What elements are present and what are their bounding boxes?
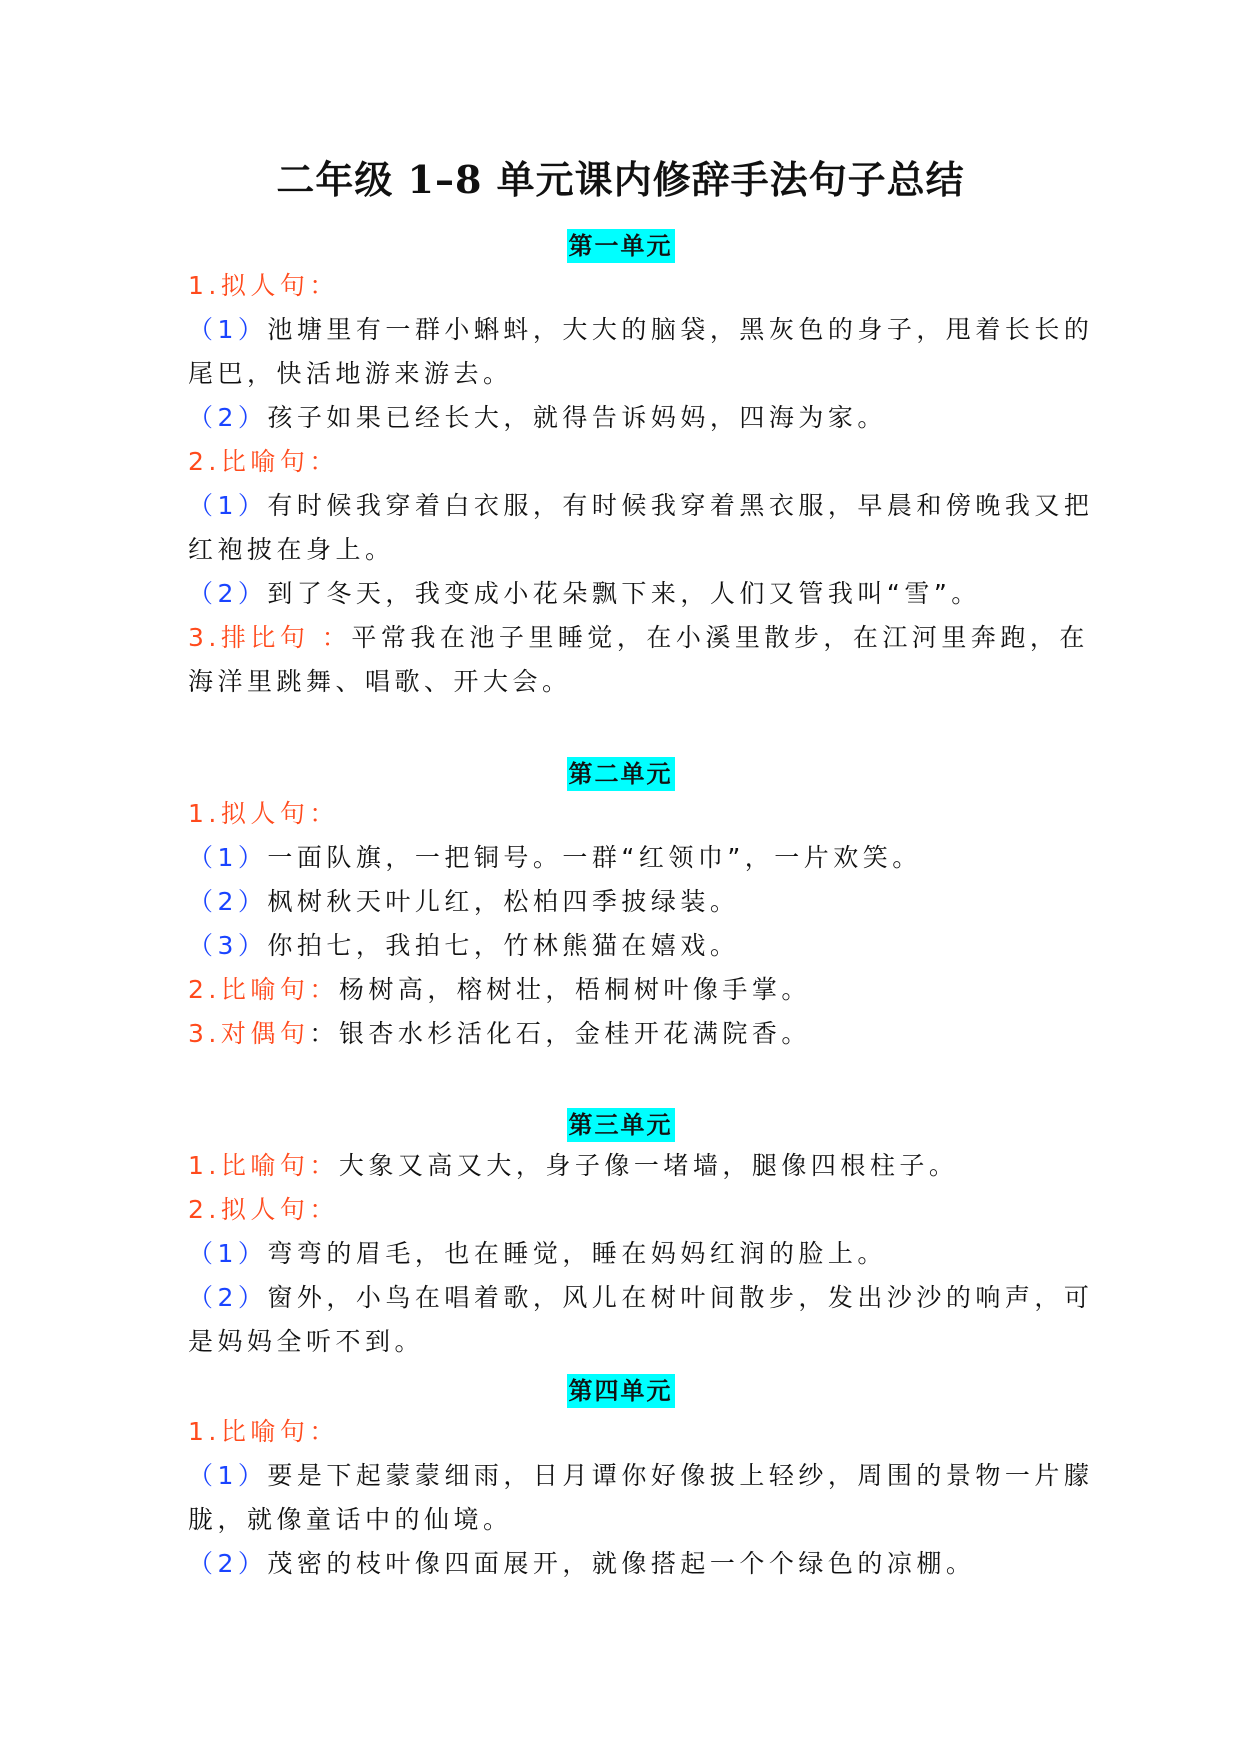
item-number: （3） <box>188 931 268 960</box>
sentence-line <box>188 1144 1058 1188</box>
category-label: 1.比喻句： <box>188 1151 339 1180</box>
sentence-text: ：银杏水杉活化石，金桂开花满院香。 <box>309 1019 811 1048</box>
sentence-text: 大象又高又大，身子像一堵墙，腿像四根柱子。 <box>338 1151 959 1180</box>
sentence-line <box>188 1232 1058 1276</box>
sentence-line <box>188 660 1058 704</box>
sentence-text: 杨树高，榕树壮，梧桐树叶像手掌。 <box>338 975 811 1004</box>
category-label: 2.比喻句： <box>188 975 339 1004</box>
category-label: 1.拟人句： <box>188 799 339 828</box>
sentence-line <box>188 396 1058 440</box>
sentence-line <box>188 924 1058 968</box>
category-label: 2.拟人句： <box>188 1195 339 1224</box>
item-number: （2） <box>188 579 268 608</box>
sentence-text: 弯弯的眉毛，也在睡觉，睡在妈妈红润的脸上。 <box>267 1239 887 1268</box>
sentence-text: 海洋里跳舞、唱歌、开大会。 <box>188 667 572 696</box>
item-number: （2） <box>188 1549 268 1578</box>
document-title: 二年级 1–8 单元课内修辞手法句子总结 <box>276 157 965 202</box>
sentence-text: 池塘里有一群小蝌蚪，大大的脑袋，黑灰色的身子，甩着长长的 <box>267 315 1094 344</box>
sentence-text: 平常我在池子里睡觉，在小溪里散步，在江河里奔跑，在 <box>351 623 1089 652</box>
unit-heading-label: 第二单元 <box>567 757 675 791</box>
category-line <box>188 792 1058 836</box>
sentence-text: 尾巴，快活地游来游去。 <box>188 359 513 388</box>
category-label: 1.拟人句： <box>188 271 339 300</box>
sentence-text: 要是下起蒙蒙细雨，日月谭你好像披上轻纱，周围的景物一片朦 <box>267 1461 1094 1490</box>
unit-heading-label: 第一单元 <box>567 229 675 263</box>
category-line <box>188 1410 1058 1454</box>
sentence-line <box>188 880 1058 924</box>
sentence-line <box>188 572 1058 616</box>
category-line <box>188 1188 1058 1232</box>
unit-heading-label: 第三单元 <box>567 1108 675 1142</box>
category-label: 3.排比句 ： <box>188 623 352 652</box>
sentence-text: 有时候我穿着白衣服，有时候我穿着黑衣服，早晨和傍晚我又把 <box>267 491 1094 520</box>
sentence-line <box>188 968 1058 1012</box>
item-number: （2） <box>188 887 268 916</box>
sentence-text: 红袍披在身上。 <box>188 535 395 564</box>
sentence-text: 枫树秋天叶儿红，松柏四季披绿装。 <box>267 887 740 916</box>
sentence-text: 孩子如果已经长大，就得告诉妈妈，四海为家。 <box>267 403 887 432</box>
sentence-line <box>188 352 1058 396</box>
sentence-line <box>188 616 1089 660</box>
sentence-text: 一面队旗，一把铜号。一群“红领巾”，一片欢笑。 <box>267 843 922 872</box>
item-number: （1） <box>188 843 268 872</box>
sentence-text: 你拍七，我拍七，竹林熊猫在嬉戏。 <box>267 931 740 960</box>
item-number: （1） <box>188 315 268 344</box>
item-number: （1） <box>188 1239 268 1268</box>
unit-heading-2 <box>0 757 1241 791</box>
sentence-line <box>188 1012 1058 1056</box>
item-number: （1） <box>188 491 268 520</box>
category-label: 3.对偶句 <box>188 1019 310 1048</box>
category-line <box>188 440 1058 484</box>
item-number: （2） <box>188 1283 268 1312</box>
sentence-line <box>188 1542 1058 1586</box>
category-line <box>188 264 1058 308</box>
sentence-text: 胧，就像童话中的仙境。 <box>188 1505 513 1534</box>
unit-heading-label: 第四单元 <box>567 1374 675 1408</box>
item-number: （2） <box>188 403 268 432</box>
sentence-text: 茂密的枝叶像四面展开，就像搭起一个个绿色的凉棚。 <box>267 1549 976 1578</box>
sentence-line <box>188 484 1094 528</box>
unit-heading-3 <box>0 1108 1241 1142</box>
item-number: （1） <box>188 1461 268 1490</box>
sentence-line <box>188 528 1058 572</box>
category-label: 1.比喻句： <box>188 1417 339 1446</box>
sentence-text: 窗外，小鸟在唱着歌，风儿在树叶间散步，发出沙沙的响声，可 <box>267 1283 1094 1312</box>
sentence-text: 是妈妈全听不到。 <box>188 1327 425 1356</box>
sentence-line <box>188 308 1094 352</box>
unit-heading-1 <box>0 229 1241 263</box>
sentence-line <box>188 836 1058 880</box>
category-label: 2.比喻句： <box>188 447 339 476</box>
sentence-line <box>188 1454 1094 1498</box>
unit-heading-4 <box>0 1374 1241 1408</box>
sentence-line <box>188 1276 1094 1320</box>
sentence-line <box>188 1320 1058 1364</box>
sentence-text: 到了冬天，我变成小花朵飘下来，人们又管我叫“雪”。 <box>267 579 981 608</box>
sentence-line <box>188 1498 1058 1542</box>
